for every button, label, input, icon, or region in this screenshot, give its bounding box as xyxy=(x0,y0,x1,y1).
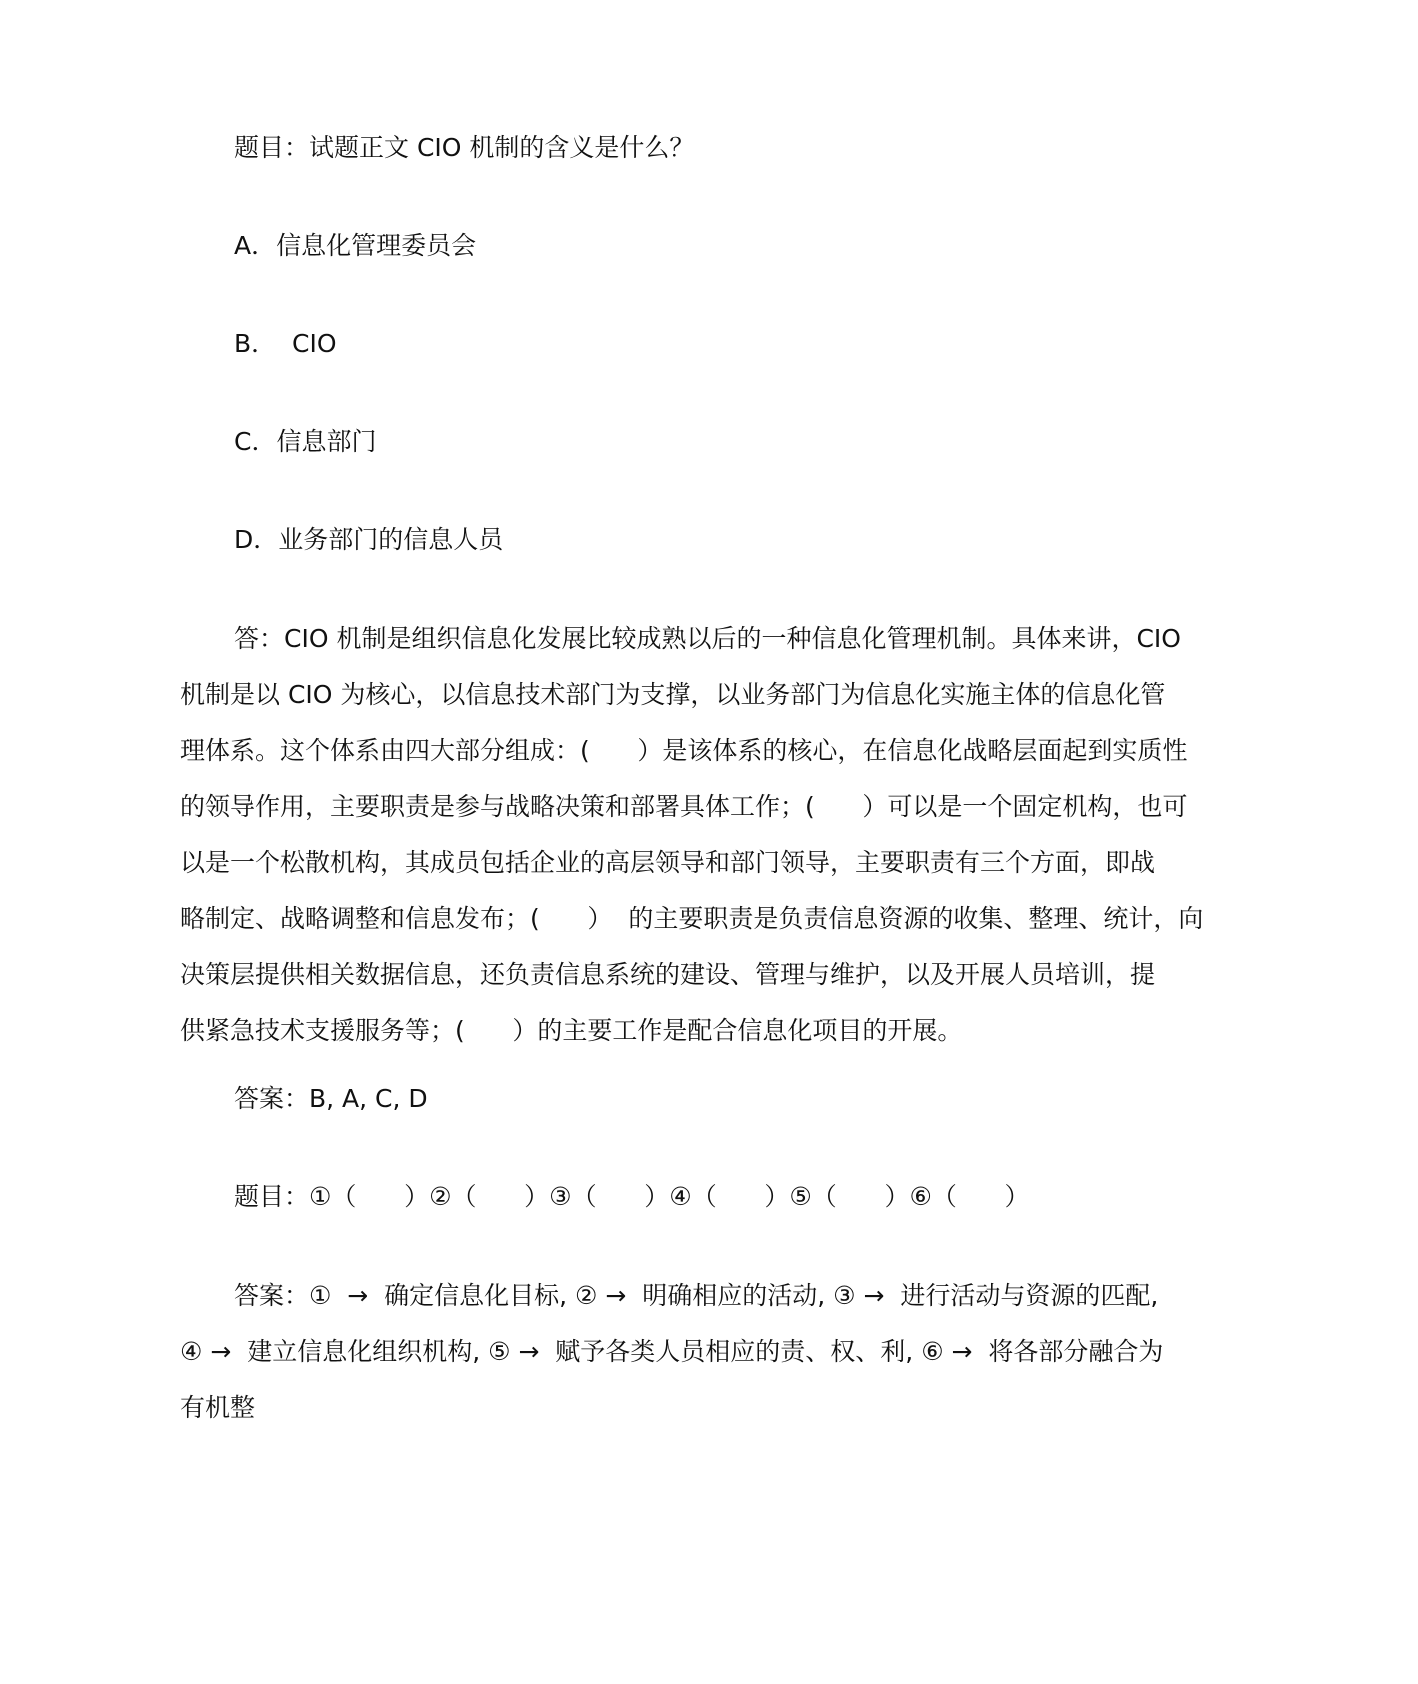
answer-explanation-line: 略制定、战略调整和信息发布；( ） 的主要职责是负责信息资源的收集、整理、统计，向 xyxy=(180,904,1204,933)
answer-explanation-line: 机制是以 CIO 为核心，以信息技术部门为支撑，以业务部门为信息化实施主体的信息化管 xyxy=(180,680,1166,709)
option-b: B． CIO xyxy=(234,329,337,358)
answer-explanation-line: 答：CIO 机制是组织信息化发展比较成熟以后的一种信息化管理机制。具体来讲，CIO xyxy=(234,624,1181,653)
answer-explanation-line: 供紧急技术支援服务等；( ）的主要工作是配合信息化项目的开展。 xyxy=(180,1016,963,1045)
question2-prompt: 题目：①（ ）②（ ）③（ ）④（ ）⑤（ ）⑥（ ） xyxy=(234,1182,1030,1211)
answer-explanation-line: 理体系。这个体系由四大部分组成：( ）是该体系的核心，在信息化战略层面起到实质性 xyxy=(180,736,1188,765)
answer-explanation xyxy=(180,611,1240,1059)
question1-answer: 答案：B, A, C, D xyxy=(234,1084,428,1113)
option-c: C．信息部门 xyxy=(234,427,377,456)
answer-explanation-line: 的领导作用，主要职责是参与战略决策和部署具体工作；( ）可以是一个固定机构，也可 xyxy=(180,792,1188,821)
question1-prompt: 题目：试题正文 CIO 机制的含义是什么？ xyxy=(234,133,695,162)
answer-explanation-line: 以是一个松散机构，其成员包括企业的高层领导和部门领导，主要职责有三个方面，即战 xyxy=(180,848,1156,877)
option-d: D．业务部门的信息人员 xyxy=(234,525,504,554)
question2-answer-line: ④ → 建立信息化组织机构, ⑤ → 赋予各类人员相应的责、权、利, ⑥ → 将各部分融合为 xyxy=(180,1337,1164,1366)
question2-answer-line: 有机整 xyxy=(180,1393,256,1422)
answer-explanation-line: 决策层提供相关数据信息，还负责信息系统的建设、管理与维护，以及开展人员培训，提 xyxy=(180,960,1156,989)
option-a: A．信息化管理委员会 xyxy=(234,231,477,260)
question2-answer xyxy=(180,1268,1240,1436)
question2-answer-line: 答案：① → 确定信息化目标, ② → 明确相应的活动, ③ → 进行活动与资源的匹配, xyxy=(234,1281,1159,1310)
